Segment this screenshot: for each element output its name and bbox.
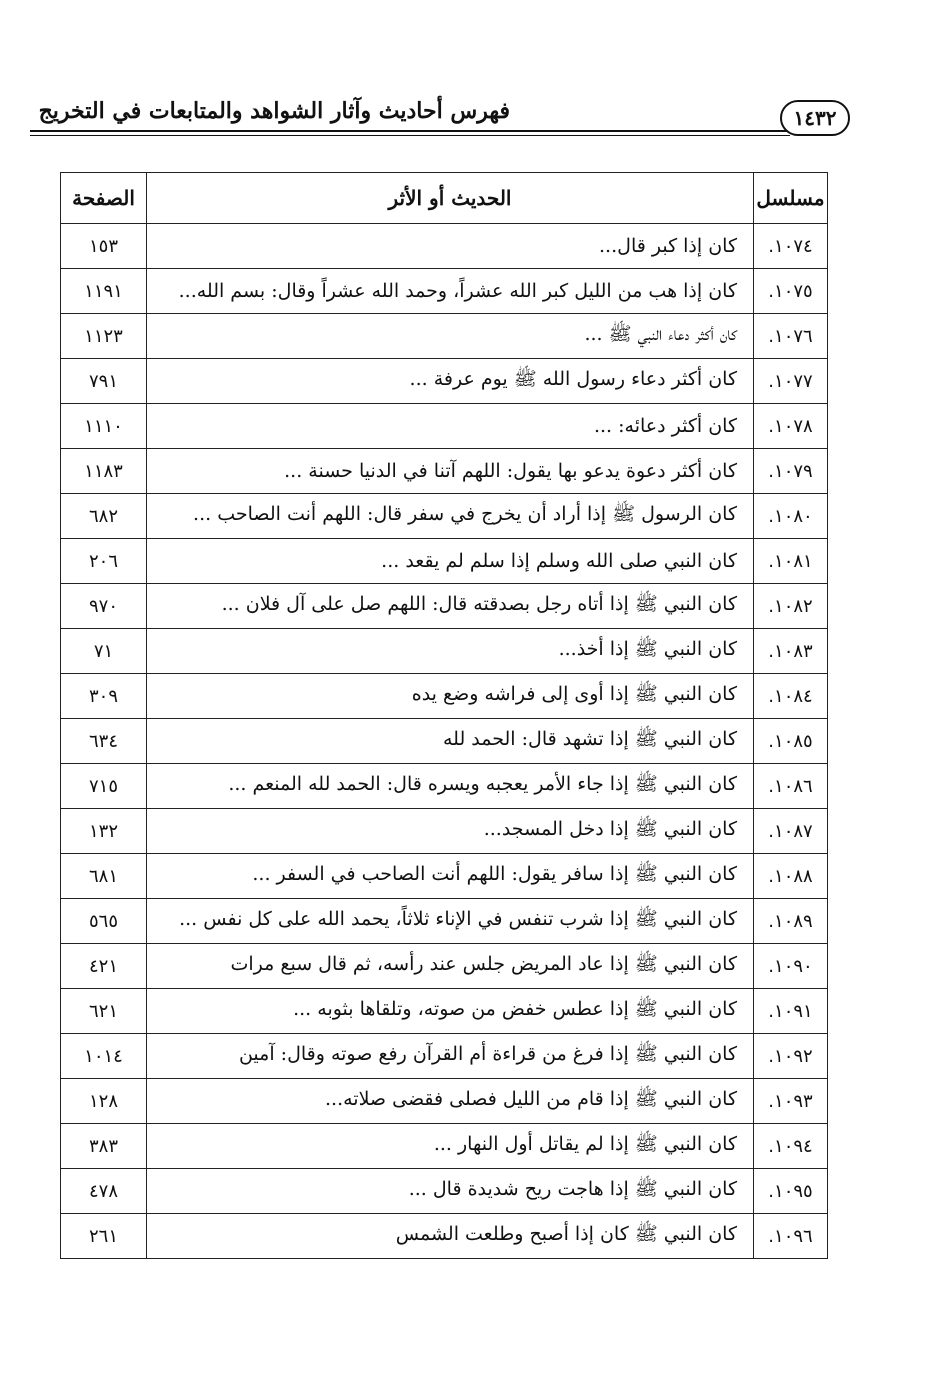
hadith-cell: كان أكثر دعوة يدعو بها يقول: اللهم آتنا في الدنيا حسنة ... <box>147 449 754 494</box>
serial-cell: ١٠٨٢. <box>754 584 828 629</box>
serial-cell: ١٠٩٢. <box>754 1034 828 1079</box>
hadith-cell: كان النبي ﷺ إذا أخذ... <box>147 629 754 674</box>
serial-cell: ١٠٩٥. <box>754 1169 828 1214</box>
table-row <box>61 539 828 584</box>
hadith-cell: كان النبي ﷺ إذا تشهد قال: الحمد لله <box>147 719 754 764</box>
serial-cell: ١٠٩١. <box>754 989 828 1034</box>
table-row <box>61 1034 828 1079</box>
table-row <box>61 449 828 494</box>
serial-cell: ١٠٧٩. <box>754 449 828 494</box>
hadith-cell: كان أكثر دعاء رسول الله ﷺ يوم عرفة ... <box>147 359 754 404</box>
table-row <box>61 494 828 539</box>
serial-cell: ١٠٨٠. <box>754 494 828 539</box>
page-cell: ٥٦٥ <box>61 899 147 944</box>
page-cell: ٣٠٩ <box>61 674 147 719</box>
hadith-cell: كان النبي ﷺ إذا قام من الليل فصلى فقضى صلاته... <box>147 1079 754 1124</box>
serial-cell: ١٠٩٤. <box>754 1124 828 1169</box>
serial-cell: ١٠٩٠. <box>754 944 828 989</box>
table-row <box>61 989 828 1034</box>
page-cell: ٦٨٢ <box>61 494 147 539</box>
hadith-cell: كان إذا هب من الليل كبر الله عشراً، وحمد الله عشراً وقال: بسم الله... <box>147 269 754 314</box>
serial-cell: ١٠٧٧. <box>754 359 828 404</box>
table-row <box>61 404 828 449</box>
hadith-cell: كان أكثر دعاء النبي ﷺ ... <box>147 314 754 359</box>
serial-cell: ١٠٧٦. <box>754 314 828 359</box>
hadith-cell: كان أكثر دعائه: ... <box>147 404 754 449</box>
hadith-cell: كان النبي ﷺ كان إذا أصبح وطلعت الشمس <box>147 1214 754 1259</box>
column-header-serial: مسلسل <box>754 173 828 224</box>
page-cell: ١٠١٤ <box>61 1034 147 1079</box>
hadith-cell: كان النبي صلى الله وسلم إذا سلم لم يقعد ... <box>147 539 754 584</box>
serial-cell: ١٠٩٣. <box>754 1079 828 1124</box>
table-row <box>61 1169 828 1214</box>
serial-cell: ١٠٨٧. <box>754 809 828 854</box>
page-cell: ٧١ <box>61 629 147 674</box>
table-row <box>61 359 828 404</box>
page-cell: ٤٢١ <box>61 944 147 989</box>
table-row <box>61 1079 828 1124</box>
serial-cell: ١٠٨٨. <box>754 854 828 899</box>
page-cell: ٦٨١ <box>61 854 147 899</box>
table-row <box>61 314 828 359</box>
serial-cell: ١٠٨٥. <box>754 719 828 764</box>
column-header-page: الصفحة <box>61 173 147 224</box>
table-row <box>61 269 828 314</box>
header-rule-thin <box>30 135 790 136</box>
header-rule <box>30 130 790 132</box>
hadith-cell: كان النبي ﷺ إذا عاد المريض جلس عند رأسه، ثم قال سبع مرات <box>147 944 754 989</box>
page-cell: ٧٩١ <box>61 359 147 404</box>
page-cell: ١٣٢ <box>61 809 147 854</box>
hadith-cell: كان النبي ﷺ إذا لم يقاتل أول النهار ... <box>147 1124 754 1169</box>
serial-cell: ١٠٧٥. <box>754 269 828 314</box>
running-title: فهرس أحاديث وآثار الشواهد والمتابعات في التخريج <box>38 98 510 124</box>
table-row <box>61 809 828 854</box>
page-cell: ٢٠٦ <box>61 539 147 584</box>
table-row <box>61 854 828 899</box>
serial-cell: ١٠٨١. <box>754 539 828 584</box>
hadith-cell: كان إذا كبر قال... <box>147 224 754 269</box>
page-cell: ٩٧٠ <box>61 584 147 629</box>
hadith-cell: كان النبي ﷺ إذا هاجت ريح شديدة قال ... <box>147 1169 754 1214</box>
page-cell: ٦٢١ <box>61 989 147 1034</box>
page-cell: ١٢٨ <box>61 1079 147 1124</box>
hadith-cell: كان النبي ﷺ إذا جاء الأمر يعجبه ويسره قال: الحمد لله المنعم ... <box>147 764 754 809</box>
table-row <box>61 674 828 719</box>
serial-cell: ١٠٧٨. <box>754 404 828 449</box>
page-cell: ١١٨٣ <box>61 449 147 494</box>
page-cell: ١١٩١ <box>61 269 147 314</box>
hadith-cell: كان النبي ﷺ إذا أوى إلى فراشه وضع يده <box>147 674 754 719</box>
table-header-row <box>61 173 828 224</box>
page-cell: ٣٨٣ <box>61 1124 147 1169</box>
hadith-cell: كان النبي ﷺ إذا أتاه رجل بصدقته قال: اللهم صل على آل فلان ... <box>147 584 754 629</box>
table-row <box>61 764 828 809</box>
hadith-cell: كان الرسول ﷺ إذا أراد أن يخرج في سفر قال: اللهم أنت الصاحب ... <box>147 494 754 539</box>
hadith-cell: كان النبي ﷺ إذا فرغ من قراءة أم القرآن رفع صوته وقال: آمين <box>147 1034 754 1079</box>
hadith-cell: كان النبي ﷺ إذا شرب تنفس في الإناء ثلاثاً، يحمد الله على كل نفس ... <box>147 899 754 944</box>
column-header-hadith: الحديث أو الأثر <box>147 173 754 224</box>
page-cell: ٧١٥ <box>61 764 147 809</box>
hadith-cell: كان النبي ﷺ إذا عطس خفض من صوته، وتلقاها بثوبه ... <box>147 989 754 1034</box>
serial-cell: ١٠٨٦. <box>754 764 828 809</box>
page-number: ١٤٣٢ <box>780 100 850 136</box>
page-cell: ٦٣٤ <box>61 719 147 764</box>
table-row <box>61 944 828 989</box>
page-cell: ١١١٠ <box>61 404 147 449</box>
table-row <box>61 584 828 629</box>
hadith-cell: كان النبي ﷺ إذا دخل المسجد... <box>147 809 754 854</box>
table-row <box>61 224 828 269</box>
table-row <box>61 629 828 674</box>
table-row <box>61 899 828 944</box>
serial-cell: ١٠٧٤. <box>754 224 828 269</box>
page-cell: ٢٦١ <box>61 1214 147 1259</box>
table-row <box>61 1214 828 1259</box>
table-row <box>61 719 828 764</box>
page-header <box>30 92 850 152</box>
page-cell: ١٥٣ <box>61 224 147 269</box>
serial-cell: ١٠٩٦. <box>754 1214 828 1259</box>
page-cell: ١١٢٣ <box>61 314 147 359</box>
serial-cell: ١٠٨٩. <box>754 899 828 944</box>
hadith-cell: كان النبي ﷺ إذا سافر يقول: اللهم أنت الصاحب في السفر ... <box>147 854 754 899</box>
hadith-index-table <box>60 172 828 1259</box>
serial-cell: ١٠٨٤. <box>754 674 828 719</box>
table-row <box>61 1124 828 1169</box>
page-cell: ٤٧٨ <box>61 1169 147 1214</box>
serial-cell: ١٠٨٣. <box>754 629 828 674</box>
